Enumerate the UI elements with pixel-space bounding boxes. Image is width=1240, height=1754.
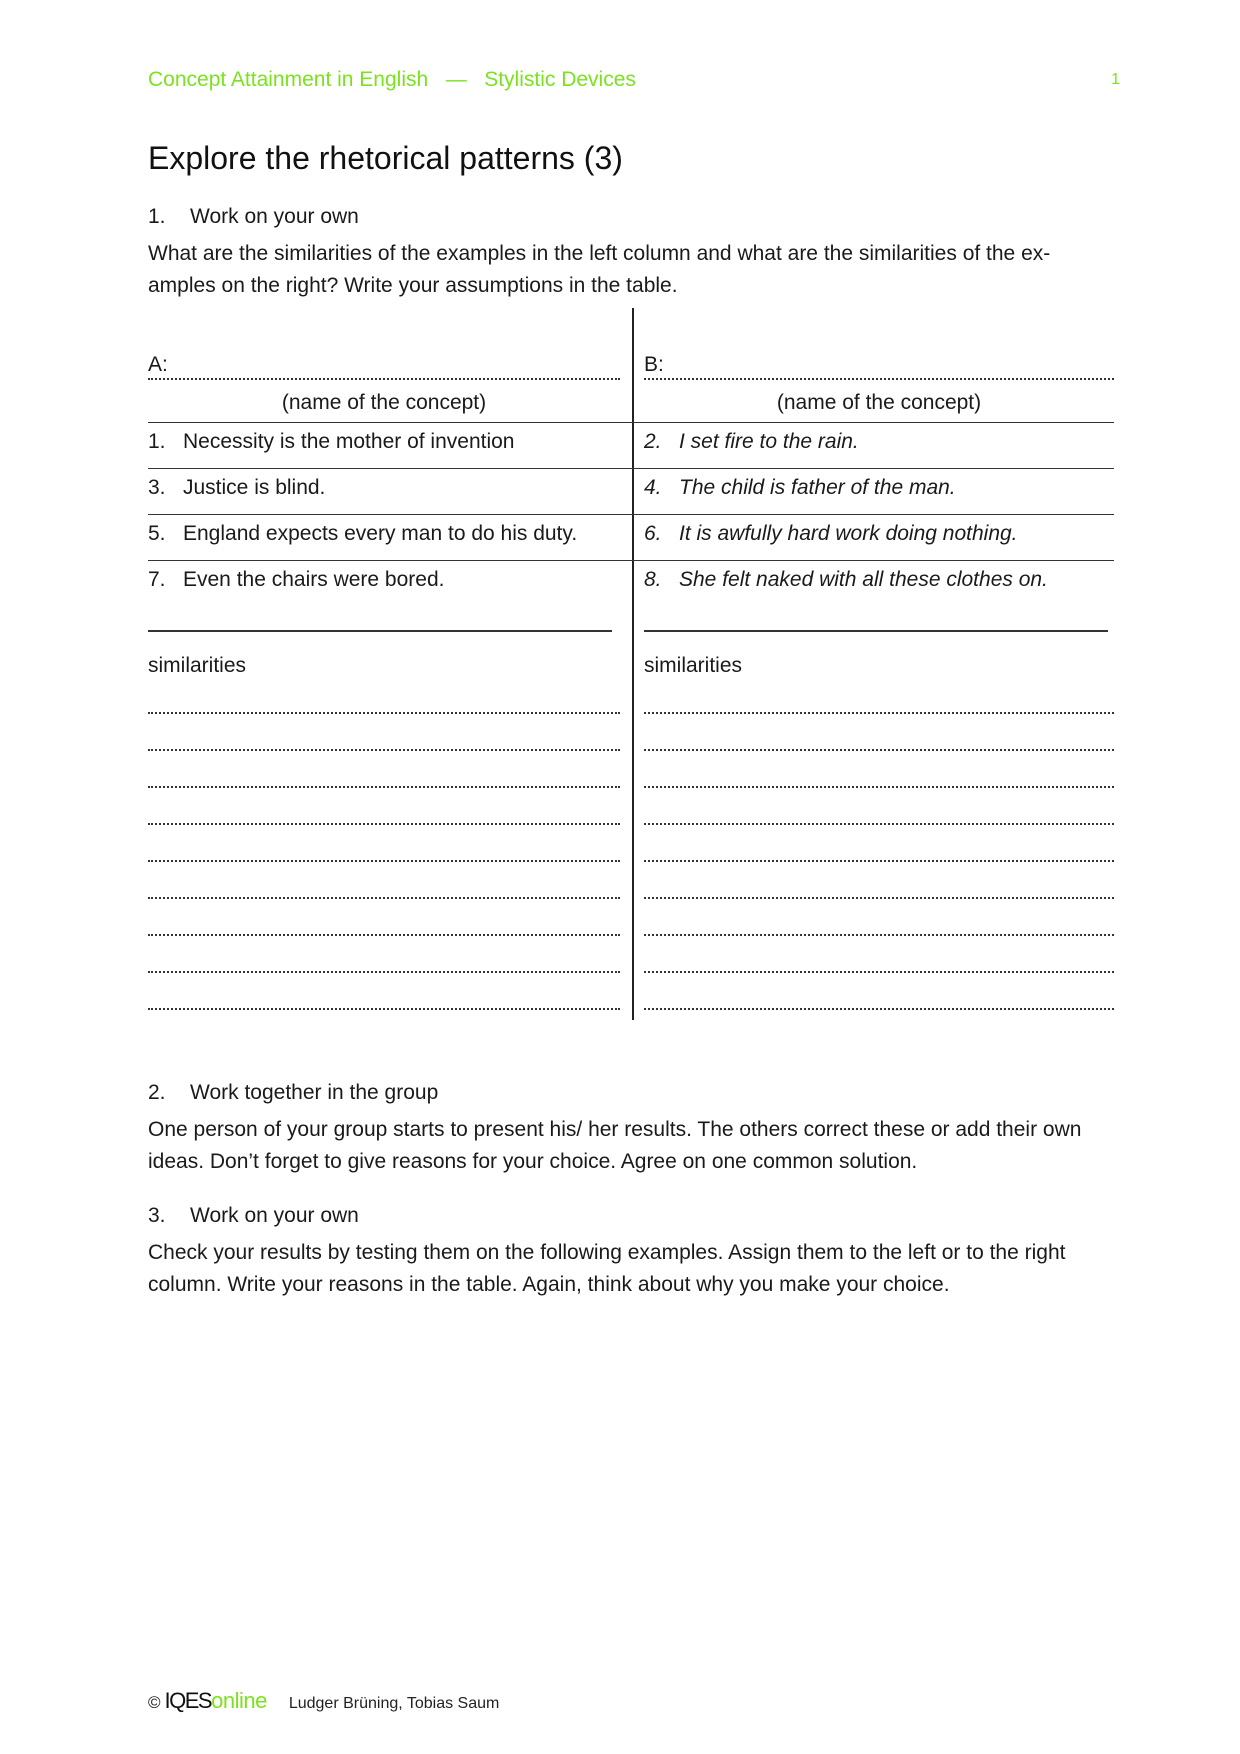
- example-2: 2. I set fire to the rain.: [644, 430, 859, 453]
- answer-line[interactable]: [148, 934, 620, 936]
- row-divider: [632, 422, 1114, 423]
- answer-line[interactable]: [644, 860, 1114, 862]
- answer-line[interactable]: [644, 934, 1114, 936]
- header-title: Concept Attainment in English: [148, 68, 429, 91]
- answer-line[interactable]: [148, 823, 620, 825]
- answer-line[interactable]: [148, 712, 620, 714]
- answer-line[interactable]: [644, 786, 1114, 788]
- similarities-b-label: similarities: [644, 654, 743, 677]
- concept-b-label: B:: [644, 353, 664, 376]
- row-divider: [148, 422, 632, 423]
- answer-line[interactable]: [148, 786, 620, 788]
- example-1: 1. Necessity is the mother of invention: [148, 430, 515, 453]
- step-1-instructions: What are the similarities of the examples in the left column and what are the similarities of the ex-amples on the right? Write your assumptions in the table.: [148, 242, 1051, 297]
- similarities-a-label: similarities: [148, 654, 247, 677]
- answer-line[interactable]: [148, 897, 620, 899]
- section-divider: [644, 630, 1108, 632]
- authors: Ludger Brüning, Tobias Saum: [288, 1695, 500, 1712]
- row-divider: [148, 468, 1114, 469]
- example-4: 4. The child is father of the man.: [644, 476, 956, 499]
- step-number: 1.: [148, 205, 166, 228]
- page-number: 1: [1111, 71, 1120, 88]
- answer-line[interactable]: [644, 897, 1114, 899]
- example-8: 8. She felt naked with all these clothes on.: [644, 568, 1048, 591]
- section-divider: [148, 630, 612, 632]
- step-number: 3.: [148, 1204, 166, 1227]
- row-divider: [148, 560, 1114, 561]
- copyright-symbol: ©: [148, 1693, 161, 1712]
- answer-line[interactable]: [148, 971, 620, 973]
- brand-logo-iqes: IQES: [164, 1688, 212, 1713]
- concept-a-label: A:: [148, 353, 168, 376]
- header-separator: —: [445, 68, 467, 91]
- answer-line[interactable]: [644, 823, 1114, 825]
- answer-line[interactable]: [644, 749, 1114, 751]
- example-3: 3. Justice is blind.: [148, 476, 326, 499]
- concept-a-caption: (name of the concept): [281, 391, 487, 414]
- example-5: 5. England expects every man to do his duty.: [148, 522, 578, 545]
- brand-logo-online: online: [211, 1688, 267, 1713]
- answer-line[interactable]: [148, 749, 620, 751]
- example-6: 6. It is awfully hard work doing nothing.: [644, 522, 1018, 545]
- step-heading-text: Work on your own: [190, 205, 359, 228]
- answer-line[interactable]: [644, 712, 1114, 714]
- answer-line[interactable]: [148, 1008, 620, 1010]
- header-subtitle: Stylistic Devices: [484, 68, 636, 91]
- footer: [148, 1688, 499, 1714]
- example-7: 7. Even the chairs were bored.: [148, 568, 445, 591]
- page-title: Explore the rhetorical patterns (3): [148, 140, 623, 176]
- running-header: [148, 68, 1120, 92]
- step-2-instructions: One person of your group starts to present his/ her results. The others correct these or add their own ideas. Don’t forget to give reasons for your choice. Agree on one common solution.: [148, 1118, 1082, 1173]
- step-heading-text: Work together in the group: [190, 1081, 439, 1104]
- step-3-instructions: Check your results by testing them on the following examples. Assign them to the left or to the right column. Write your reasons in the table. Again, think about why you make your choice.: [148, 1241, 1066, 1296]
- answer-line[interactable]: [644, 1008, 1114, 1010]
- row-divider: [148, 514, 1114, 515]
- step-3-heading: [148, 1204, 359, 1228]
- concept-b-caption: (name of the concept): [776, 391, 982, 414]
- concept-b-name-field[interactable]: [644, 378, 1114, 380]
- concept-a-name-field[interactable]: [148, 378, 620, 380]
- answer-line[interactable]: [148, 860, 620, 862]
- table-column-divider: [632, 308, 634, 1020]
- step-2-heading: [148, 1081, 438, 1105]
- step-heading-text: Work on your own: [190, 1204, 359, 1227]
- step-1-heading: [148, 205, 359, 229]
- answer-line[interactable]: [644, 971, 1114, 973]
- step-number: 2.: [148, 1081, 166, 1104]
